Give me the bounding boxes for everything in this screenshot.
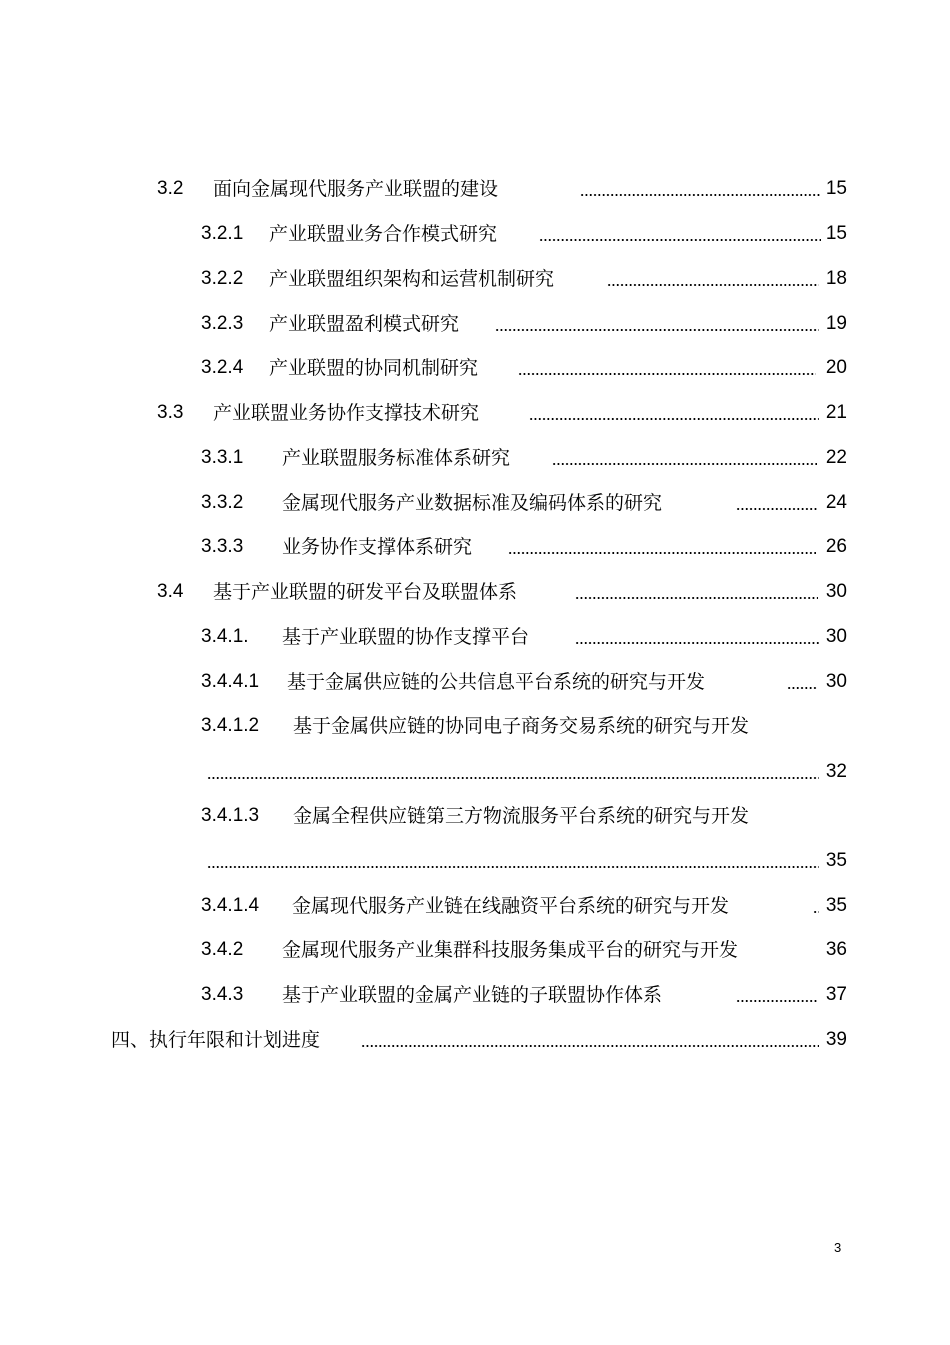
toc-title: 四、执行年限和计划进度 <box>111 1029 321 1051</box>
toc-page-number: 15 <box>825 223 847 244</box>
toc-leader-dots <box>529 418 819 420</box>
toc-page-number: 26 <box>825 536 847 557</box>
toc-title: 基于金属供应链的协同电子商务交易系统的研究与开发 <box>293 715 750 737</box>
toc-page-number: 30 <box>825 581 847 602</box>
toc-page-number: 15 <box>825 178 847 199</box>
toc-entry[interactable] <box>201 265 847 293</box>
toc-entry-continuation[interactable] <box>201 847 847 875</box>
toc-number: 3.3.1 <box>201 447 244 468</box>
toc-number: 3.4.4.1 <box>201 671 260 692</box>
toc-leader-dots <box>495 329 819 331</box>
toc-entry[interactable] <box>201 936 847 964</box>
toc-leader-dots <box>361 1045 819 1047</box>
toc-title: 金属现代服务产业链在线融资平台系统的研究与开发 <box>292 895 730 917</box>
toc-number: 3.2.2 <box>201 268 244 289</box>
toc-page-number: 21 <box>825 402 847 423</box>
toc-number: 3.4.2 <box>201 939 244 960</box>
toc-title: 基于产业联盟的金属产业链的子联盟协作体系 <box>282 984 663 1006</box>
toc-page-number: 35 <box>825 895 847 916</box>
toc-number: 3.3.3 <box>201 536 244 557</box>
toc-title: 基于产业联盟的协作支撑平台 <box>282 626 530 648</box>
toc-leader-dots <box>552 463 817 465</box>
toc-entry[interactable] <box>201 981 847 1009</box>
toc-leader-dots <box>575 597 818 599</box>
toc-page-number: 18 <box>825 268 847 289</box>
toc-number: 3.2.4 <box>201 357 244 378</box>
toc-entry[interactable] <box>201 623 847 651</box>
toc-title: 金属现代服务产业集群科技服务集成平台的研究与开发 <box>282 939 739 961</box>
toc-leader-dots <box>607 284 819 286</box>
toc-title: 基于产业联盟的研发平台及联盟体系 <box>213 581 518 603</box>
toc-title: 产业联盟服务标准体系研究 <box>282 447 511 469</box>
toc-page-number: 22 <box>825 447 847 468</box>
toc-entry[interactable] <box>201 444 847 472</box>
toc-leader-dots <box>736 508 818 510</box>
toc-leader-dots <box>508 552 816 554</box>
toc-leader-dots <box>575 642 819 644</box>
toc-entry[interactable] <box>201 892 847 920</box>
toc-number: 3.4.1.4 <box>201 895 260 916</box>
toc-page-number: 30 <box>825 626 847 647</box>
toc-entry[interactable] <box>201 533 847 561</box>
toc-number: 3.4 <box>157 581 184 602</box>
toc-title: 基于金属供应链的公共信息平台系统的研究与开发 <box>287 671 706 693</box>
toc-number: 3.4.3 <box>201 984 244 1005</box>
toc-entry[interactable] <box>201 712 847 740</box>
toc-title: 产业联盟业务合作模式研究 <box>269 223 498 245</box>
toc-entry[interactable] <box>201 802 847 830</box>
toc-page-number: 24 <box>825 492 847 513</box>
toc-page-number: 37 <box>825 984 847 1005</box>
toc-entry[interactable] <box>201 668 847 696</box>
toc-number: 3.3 <box>157 402 184 423</box>
toc-entry[interactable] <box>111 1026 847 1054</box>
toc-entry[interactable] <box>201 310 847 338</box>
toc-page-number: 39 <box>825 1029 847 1050</box>
toc-page-number: 19 <box>825 313 847 334</box>
toc-page-number: 36 <box>825 939 847 960</box>
toc-page-number: 32 <box>825 761 847 782</box>
toc-title: 业务协作支撑体系研究 <box>282 536 473 558</box>
toc-entry[interactable] <box>201 220 847 248</box>
toc-leader-dots <box>580 194 820 196</box>
toc-leader-dots <box>736 1000 818 1002</box>
toc-leader-dots <box>518 373 816 375</box>
toc-title: 金属现代服务产业数据标准及编码体系的研究 <box>282 492 663 514</box>
toc-title: 金属全程供应链第三方物流服务平台系统的研究与开发 <box>293 805 750 827</box>
toc-title: 产业联盟业务协作支撑技术研究 <box>213 402 480 424</box>
toc-entry-continuation[interactable] <box>201 758 847 786</box>
toc-title: 产业联盟组织架构和运营机制研究 <box>269 268 555 290</box>
toc-number: 3.4.1.3 <box>201 805 260 826</box>
toc-leader-dots <box>813 911 819 913</box>
toc-leader-dots <box>787 687 817 689</box>
toc-entry[interactable] <box>157 399 847 427</box>
page-number: 3 <box>834 1240 842 1255</box>
toc-entry[interactable] <box>201 354 847 382</box>
toc-number: 3.4.1. <box>201 626 249 647</box>
toc-title: 产业联盟的协同机制研究 <box>269 357 479 379</box>
toc-number: 3.2.3 <box>201 313 244 334</box>
toc-title: 面向金属现代服务产业联盟的建设 <box>213 178 499 200</box>
toc-leader-dots <box>207 777 819 779</box>
toc-leader-dots <box>207 866 819 868</box>
toc-page-number: 30 <box>825 671 847 692</box>
toc-page-number: 35 <box>825 850 847 871</box>
toc-leader-dots <box>539 239 821 241</box>
toc-number: 3.4.1.2 <box>201 715 260 736</box>
toc-number: 3.2.1 <box>201 223 244 244</box>
toc-title: 产业联盟盈利模式研究 <box>269 313 460 335</box>
toc-number: 3.2 <box>157 178 184 199</box>
toc-entry[interactable] <box>201 489 847 517</box>
toc-number: 3.3.2 <box>201 492 244 513</box>
toc-page-number: 20 <box>825 357 847 378</box>
toc-entry[interactable] <box>157 175 847 203</box>
toc-entry[interactable] <box>157 578 847 606</box>
